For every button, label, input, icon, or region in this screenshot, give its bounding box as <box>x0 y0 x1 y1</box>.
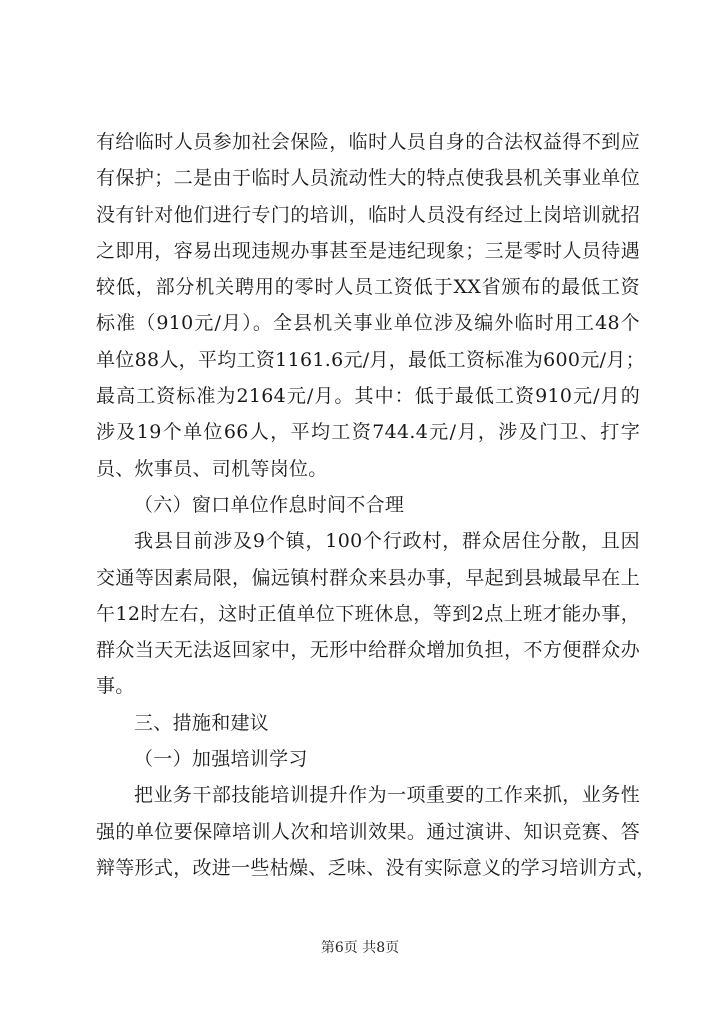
text-line: 午12时左右，这时正值单位下班休息，等到2点上班才能办事， <box>96 602 640 625</box>
heading-line: 三、措施和建议 <box>134 711 270 734</box>
text-line: 较低，部分机关聘用的零时人员工资低于XX省颁布的最低工资 <box>96 276 640 299</box>
page-number: 第6页 共8页 <box>320 940 400 956</box>
page-footer <box>0 937 720 957</box>
text-line: 群众当天无法返回家中，无形中给群众增加负担，不方便群众办 <box>96 639 640 662</box>
text-line: 有给临时人员参加社会保险，临时人员自身的合法权益得不到应 <box>96 131 640 153</box>
paragraph-temp-staff-issues <box>96 124 645 487</box>
paragraph-training <box>96 777 656 886</box>
text-line: 最高工资标准为2164元/月。其中：低于最低工资910元/月的 <box>96 385 640 408</box>
text-line: 标准（910元/月）。全县机关事业单位涉及编外临时用工48个 <box>96 312 640 335</box>
text-line: 涉及19个单位66人，平均工资744.4元/月，涉及门卫、打字 <box>96 421 640 444</box>
text-line: 有保护；二是由于临时人员流动性大的特点使我县机关事业单位 <box>96 167 640 190</box>
text-line: 强的单位要保障培训人次和培训效果。通过演讲、知识竞赛、答 <box>96 820 640 843</box>
heading-line: （一）加强培训学习 <box>134 748 308 771</box>
section-heading-training <box>96 741 640 777</box>
heading-line: （六）窗口单位作息时间不合理 <box>134 493 405 516</box>
text-line: 交通等因素局限，偏远镇村群众来县办事，早起到县城最早在上 <box>96 566 640 589</box>
document-body <box>96 124 656 886</box>
text-line: 我县目前涉及9个镇，100个行政村，群众居住分散，且因 <box>134 530 640 553</box>
text-line: 事。 <box>96 675 135 698</box>
text-line: 没有针对他们进行专门的培训，临时人员没有经过上岗培训就招 <box>96 203 640 226</box>
text-line: 单位88人，平均工资1161.6元/月，最低工资标准为600元/月； <box>96 348 645 371</box>
text-line: 辩等形式，改进一些枯燥、乏味、没有实际意义的学习培训方式， <box>96 856 656 879</box>
text-line: 员、炊事员、司机等岗位。 <box>96 457 328 480</box>
section-heading-measures <box>96 705 640 741</box>
text-line: 把业务干部技能培训提升作为一项重要的工作来抓，业务性 <box>134 784 640 807</box>
text-line: 之即用，容易出现违规办事甚至是违纪现象；三是零时人员待遇 <box>96 239 640 262</box>
paragraph-window-hours <box>96 523 640 704</box>
section-heading-window-hours <box>96 487 640 523</box>
